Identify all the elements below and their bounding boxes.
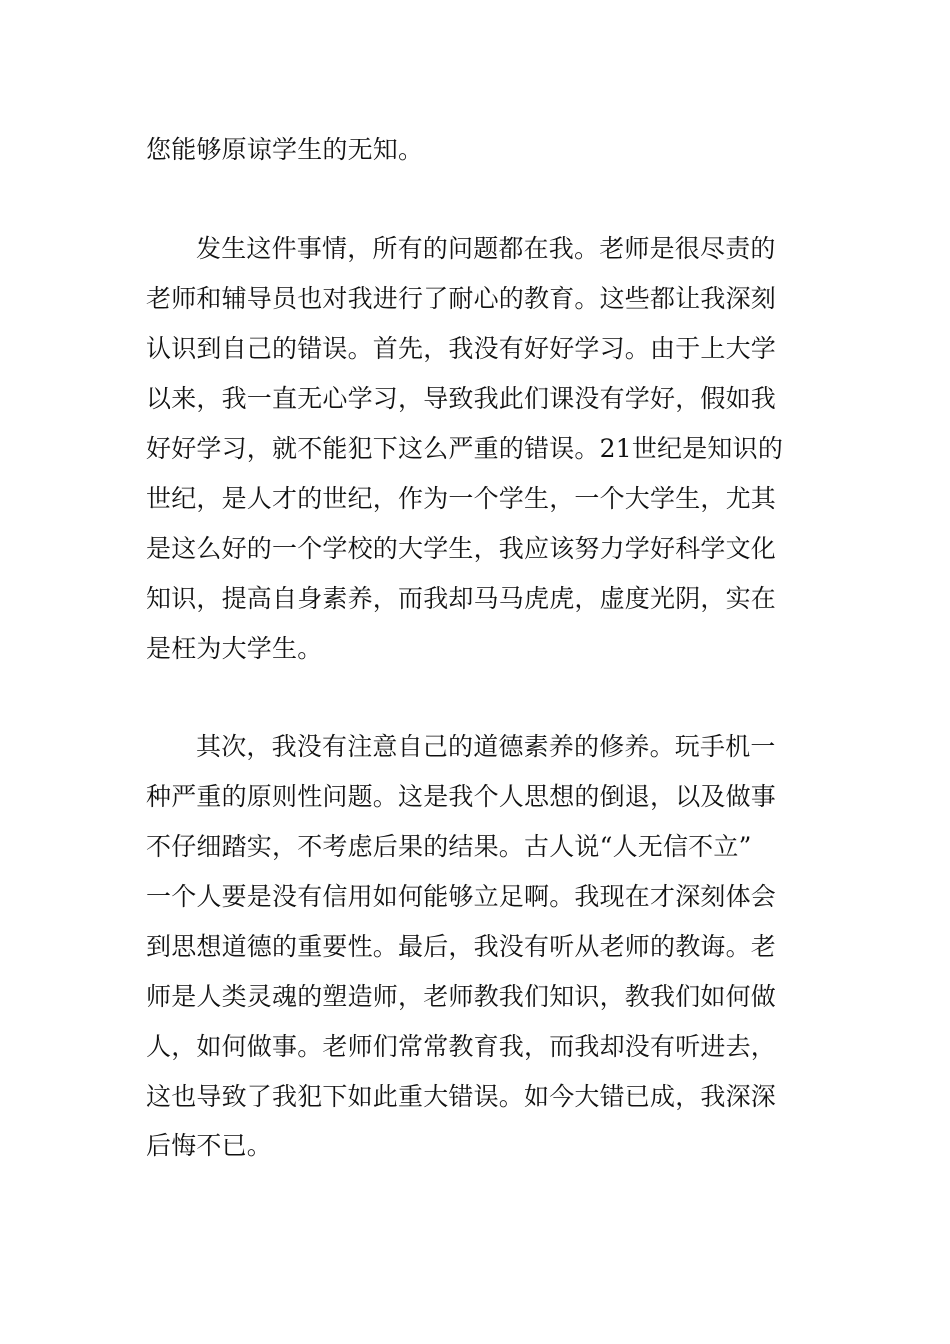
paragraph-line: 知识，提高自身素养，而我却马马虎虎，虚度光阴，实在 xyxy=(146,584,777,613)
paragraph-line: 一个人要是没有信用如何能够立足啊。我现在才深刻体会 xyxy=(146,882,777,911)
paragraph-line: 老师和辅导员也对我进行了耐心的教育。这些都让我深刻 xyxy=(146,284,777,313)
paragraph-line: 人，如何做事。老师们常常教育我，而我却没有听进去， xyxy=(146,1032,777,1061)
paragraph-line: 认识到自己的错误。首先，我没有好好学习。由于上大学 xyxy=(146,334,777,363)
paragraph-line: 后悔不已。 xyxy=(146,1131,273,1160)
paragraph-line: 是这么好的一个学校的大学生，我应该努力学好科学文化 xyxy=(146,534,777,563)
paragraph-line: 到思想道德的重要性。最后，我没有听从老师的教诲。老 xyxy=(146,932,777,961)
paragraph-line: 以来，我一直无心学习，导致我此们课没有学好，假如我 xyxy=(146,384,777,413)
paragraph-line: 其次，我没有注意自己的道德素养的修养。玩手机一 xyxy=(196,732,776,761)
paragraph-line: 师是人类灵魂的塑造师，老师教我们知识，教我们如何做 xyxy=(146,982,777,1011)
paragraph-line: 发生这件事情，所有的问题都在我。老师是很尽责的 xyxy=(196,234,776,263)
paragraph-line: 这也导致了我犯下如此重大错误。如今大错已成，我深深 xyxy=(146,1082,777,1111)
paragraph-line: 好好学习，就不能犯下这么严重的错误。21世纪是知识的 xyxy=(146,434,784,463)
paragraph-line: 您能够原谅学生的无知。 xyxy=(146,135,424,164)
paragraph-line: 种严重的原则性问题。这是我个人思想的倒退，以及做事 xyxy=(146,782,777,811)
paragraph-line: 是枉为大学生。 xyxy=(146,634,323,663)
paragraph-line: 世纪，是人才的世纪，作为一个学生，一个大学生，尤其 xyxy=(146,484,777,513)
paragraph-line: 不仔细踏实，不考虑后果的结果。古人说“人无信不立” xyxy=(146,832,752,861)
